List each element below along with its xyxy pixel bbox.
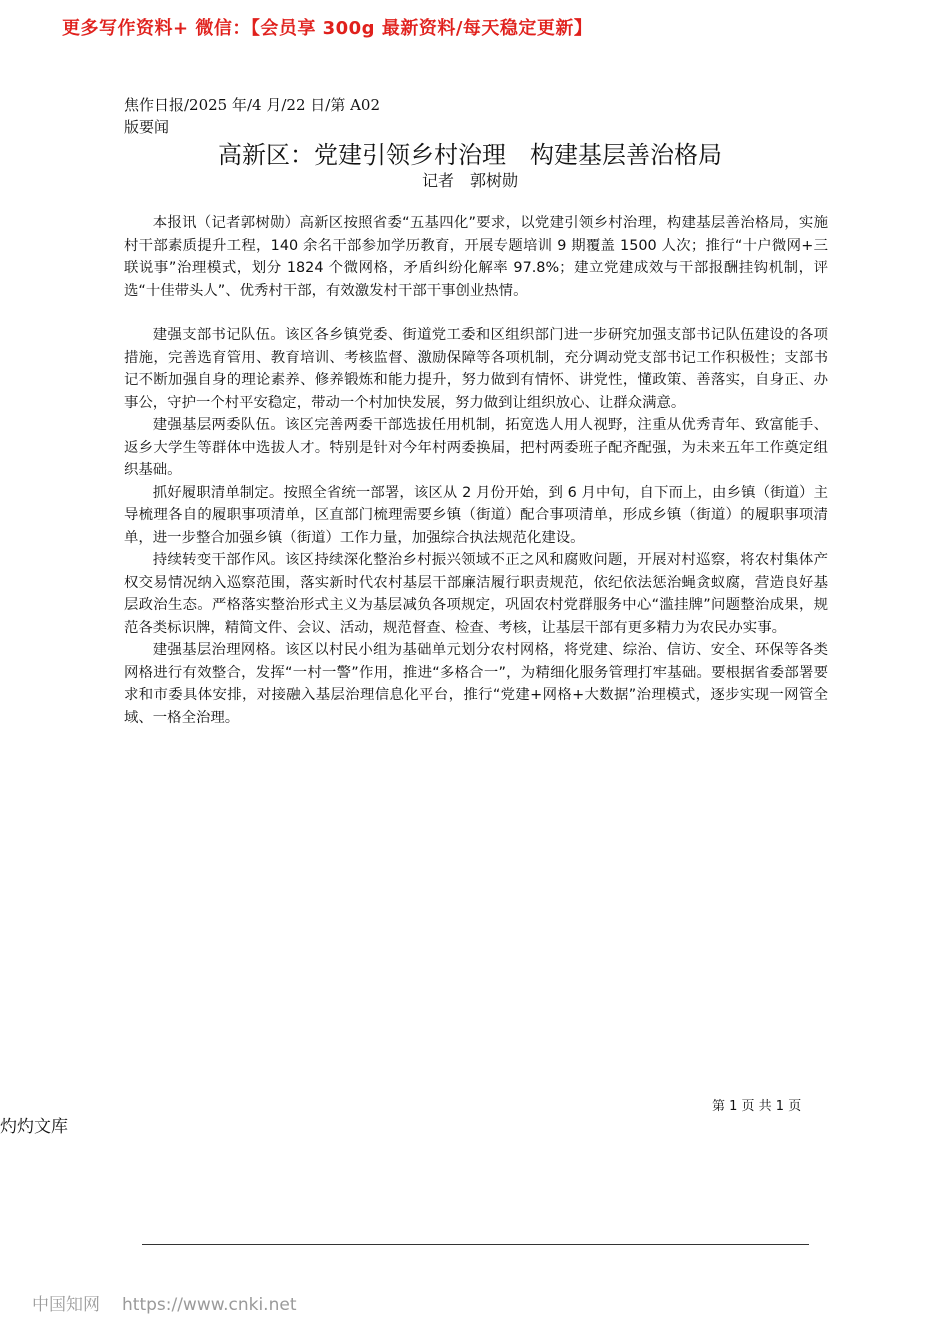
article-body [124, 212, 828, 729]
article-byline: 记者 郭树勋 [421, 171, 518, 190]
article-paragraph: 抓好履职清单制定。按照全省统一部署，该区从 2 月份开始，到 6 月中旬，自下而上，由乡镇（街道）主导梳理各自的履职事项清单，区直部门梳理需要乡镇（街道）配合事项清单，形成乡镇（街道）的履职事项清单，进一步整合加强乡镇（街道）工作力量，加强综合执法规范化建设。 [124, 484, 828, 546]
footer-watermark [32, 1293, 296, 1317]
section-label: 版要闻 [124, 118, 170, 136]
library-mark: 灼灼文库 [0, 1117, 68, 1137]
watermark-name: 中国知网 [32, 1295, 100, 1315]
footer-divider [142, 1244, 809, 1245]
publication-source: 焦作日报/2025 年/4 月/22 日/第 A02 [124, 96, 381, 114]
article-paragraph: 持续转变干部作风。该区持续深化整治乡村振兴领域不正之风和腐败问题，开展对村巡察，将农村集体产权交易情况纳入巡察范围，落实新时代农村基层干部廉洁履行职责规范，依纪依法惩治蝇贪蚁腐，营造良好基层政治生态。严格落实整治形式主义为基层减负各项规定，巩固农村党群服务中心“滥挂牌”问题整治成果，规范各类标识牌，精简文件、会议、活动，规范督查、检查、考核，让基层干部有更多精力为农民办实事。 [124, 552, 828, 636]
article-paragraph: 本报讯（记者郭树勋）高新区按照省委“五基四化”要求，以党建引领乡村治理，构建基层善治格局，实施村干部素质提升工程，140 余名干部参加学历教育，开展专题培训 9 期覆盖 1500 人次；推行“十户微网+三联说事”治理模式，划分 1824 个微网格，矛盾纠纷化解率 97.8%；建立党建成效与干部报酬挂钩机制，评选“十佳带头人”、优秀村干部，有效激发村干部干事创业热情。 [124, 215, 828, 299]
watermark-url: https://www.cnki.net [122, 1295, 297, 1315]
article-title: 高新区：党建引领乡村治理 构建基层善治格局 [218, 141, 722, 169]
article-paragraph: 建强支部书记队伍。该区各乡镇党委、街道党工委和区组织部门进一步研究加强支部书记队伍建设的各项措施，完善选育管用、教育培训、考核监督、激励保障等各项机制，充分调动党支部书记工作积极性；支部书记不断加强自身的理论素养、修养锻炼和能力提升，努力做到有情怀、讲党性，懂政策、善落实，自身正、办事公，守护一个村平安稳定，带动一个村加快发展，努力做到让组织放心、让群众满意。 [124, 327, 828, 411]
article-paragraph: 建强基层治理网格。该区以村民小组为基础单元划分农村网格，将党建、综治、信访、安全、环保等各类网格进行有效整合，发挥“一村一警”作用，推进“多格合一”，为精细化服务管理打牢基础。要根据省委部署要求和市委具体安排，对接融入基层治理信息化平台，推行“党建+网格+大数据”治理模式，逐步实现一网管全域、一格全治理。 [124, 642, 828, 726]
article-paragraph: 建强基层两委队伍。该区完善两委干部选拔任用机制，拓宽选人用人视野，注重从优秀青年、致富能手、返乡大学生等群体中选拔人才。特别是针对今年村两委换届，把村两委班子配齐配强，为未来五年工作奠定组织基础。 [124, 417, 828, 478]
page-number: 第 1 页 共 1 页 [712, 1099, 802, 1114]
promo-banner: 更多写作资料+ 微信：【会员享 300g 最新资料/每天稳定更新】 [62, 18, 593, 39]
